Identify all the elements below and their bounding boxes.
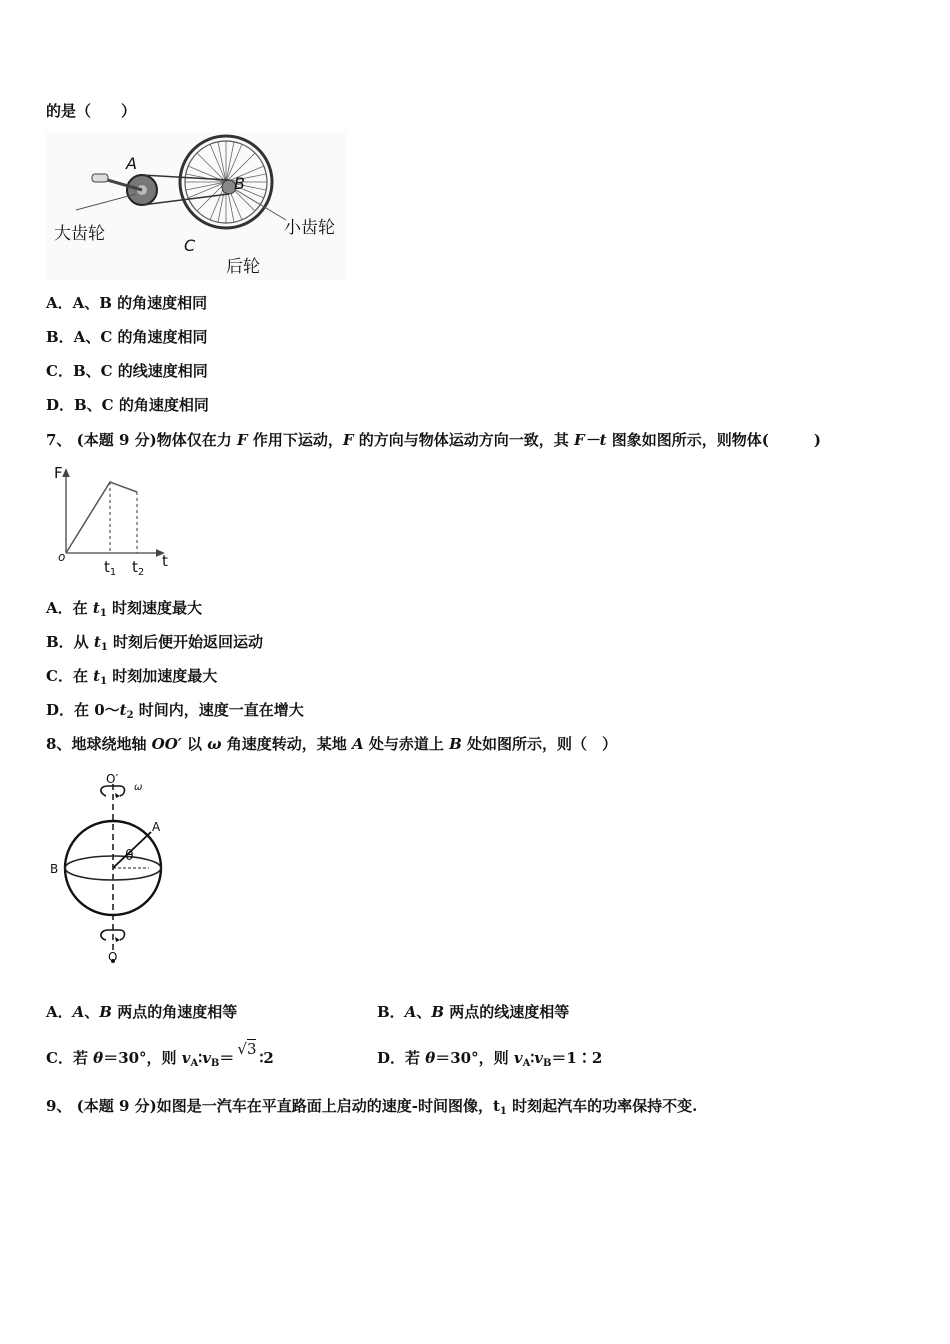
q7-c-pre: C．在 [46,667,94,685]
q8-c-suba: A [190,1058,199,1069]
q6-option-c: C．B、C 的线速度相同 [46,362,208,380]
t1-label-main: t [104,558,110,576]
q8-d-colon: ∶ [530,1049,535,1067]
q6-option-d: D．B、C 的角速度相同 [46,396,209,414]
q8-point-b: B [449,735,462,753]
label-o-prime: O′ [106,772,119,786]
q9-text-1: 如图是一汽车在平直路面上启动的速度-时间图像， [156,1097,493,1115]
q6-option-b: B．A、C 的角速度相同 [46,328,208,346]
q8-d-post: ＝1∶2 [551,1049,603,1067]
q9-number: 9、 [46,1097,72,1115]
q7-a-pre: A．在 [46,599,93,617]
q8-d-subb: B [542,1058,552,1069]
label-c: C [184,236,196,255]
q7-d-post: 时间内，速度一直在增大 [133,701,304,719]
q8-option-b [377,1002,569,1022]
q8-option-d [377,1048,602,1074]
q7-a-t: t [92,599,100,617]
t1-label-sub: 1 [109,567,117,578]
t-axis-label: t [162,552,168,570]
q8-text-3: 角速度转动，某地 [221,735,352,753]
question-intro: 的是（ ） [46,102,137,120]
q8-c-eq: ＝30°，则 [103,1049,182,1067]
q7-var-ft: F－t [573,431,607,449]
t2-label-main: t [132,558,138,576]
q8-text-5: 处如图所示，则（ ） [461,735,617,753]
q8-a-post: 两点的角速度相等 [111,1003,238,1021]
label-b: B [234,174,245,193]
q8-d-va: v [513,1049,523,1067]
q7-a-sub: 1 [99,608,107,619]
q7-b-pre: B．从 [46,633,94,651]
q8-c-vb: v [202,1049,211,1067]
q7-option-d [46,700,304,726]
bicycle-gear-figure [46,132,346,280]
q9-tag: (本题 9 分) [76,1097,157,1115]
q7-text-1: 物体仅在力 [156,431,237,449]
q8-a-mid: 、 [84,1003,100,1021]
label-rear-wheel: 后轮 [226,257,260,277]
q7-tag: (本题 9 分) [76,431,157,449]
label-big-gear: 大齿轮 [54,224,105,244]
q7-number: 7、 [46,431,72,449]
label-a-point: A [152,820,161,834]
q8-c-theta: θ [93,1049,104,1067]
q8-axis: OO′ [151,735,182,753]
q7-b-sub: 1 [100,642,108,653]
t2-label [132,558,144,578]
q8-d-eq: ＝30°，则 [435,1049,514,1067]
q8-stem [46,734,617,754]
label-o: O [108,950,118,964]
q8-d-theta: θ [425,1049,436,1067]
q8-b-pre: B． [377,1003,405,1021]
q8-omega: ω [207,735,222,753]
q6-option-a: A．A、B 的角速度相同 [46,294,208,312]
q8-b-p2: B [431,1003,445,1021]
label-theta: θ [125,848,134,864]
bicycle-gear-diagram [46,132,346,280]
q7-option-c [46,666,217,692]
q7-b-post: 时刻后便开始返回运动 [107,633,264,651]
q8-option-c [46,1040,274,1074]
q9-stem [46,1096,697,1122]
q8-b-mid: 、 [416,1003,432,1021]
q8-d-suba: A [522,1058,531,1069]
q8-a-p2: B [99,1003,112,1021]
label-b-point: B [50,862,59,876]
q8-d-vb: v [534,1049,543,1067]
q7-b-t: t [93,633,101,651]
q7-option-b [46,632,263,658]
label-omega: ω [134,782,143,793]
q8-b-post: 两点的线速度相等 [444,1003,570,1021]
q7-c-post: 时刻加速度最大 [107,667,218,685]
q8-c-va: v [181,1049,191,1067]
q8-text-4: 处与赤道上 [363,735,450,753]
q8-c-subb: B [210,1058,220,1069]
q7-d-pre: D．在 0～ [46,701,120,719]
q8-b-p1: A [404,1003,417,1021]
q7-var-f2: F [342,431,354,449]
q7-c-sub: 1 [100,676,108,687]
q8-text-2: 以 [181,735,208,753]
q7-d-sub: 2 [126,710,134,721]
sqrt-3-radicand: 3 [246,1040,257,1058]
f-t-graph [46,462,181,586]
earth-rotation-figure [46,770,176,970]
q7-d-t: t [119,701,127,719]
q8-number: 8、 [46,735,72,753]
force-curve [66,482,137,553]
q8-d-pre: D．若 [377,1049,426,1067]
q9-text-2: 时刻起汽车的功率保持不变. [506,1097,698,1115]
q9-t-sub: 1 [499,1106,507,1117]
q8-c-colon: ∶ [198,1049,203,1067]
q9-t: t [492,1097,500,1115]
t1-label [104,558,116,578]
q7-text-3: 的方向与物体运动方向一致，其 [353,431,574,449]
q8-option-a [46,1002,237,1022]
q8-a-p1: A [72,1003,85,1021]
q7-text-4: 图象如图所示，则物体( ) [606,431,821,449]
q7-var-f: F [236,431,248,449]
sqrt-3: √3 [237,1040,257,1058]
q7-a-post: 时刻速度最大 [106,599,203,617]
q8-c-eq2: ＝ [219,1049,235,1067]
q8-c-post: ∶2 [259,1049,274,1067]
q8-c-pre: C．若 [46,1049,94,1067]
t2-label-sub: 2 [137,567,145,578]
origin-label: o [58,550,66,564]
q7-c-t: t [93,667,101,685]
q8-a-pre: A． [46,1003,73,1021]
q7-text-2: 作用下运动， [247,431,343,449]
f-axis-label: F [54,464,63,482]
q8-text-1: 地球绕地轴 [71,735,152,753]
q7-stem [46,430,821,450]
label-a: A [126,154,137,173]
q8-point-a: A [351,735,364,753]
label-small-gear: 小齿轮 [284,218,335,238]
earth-diagram [46,770,176,970]
q7-option-a [46,598,202,624]
